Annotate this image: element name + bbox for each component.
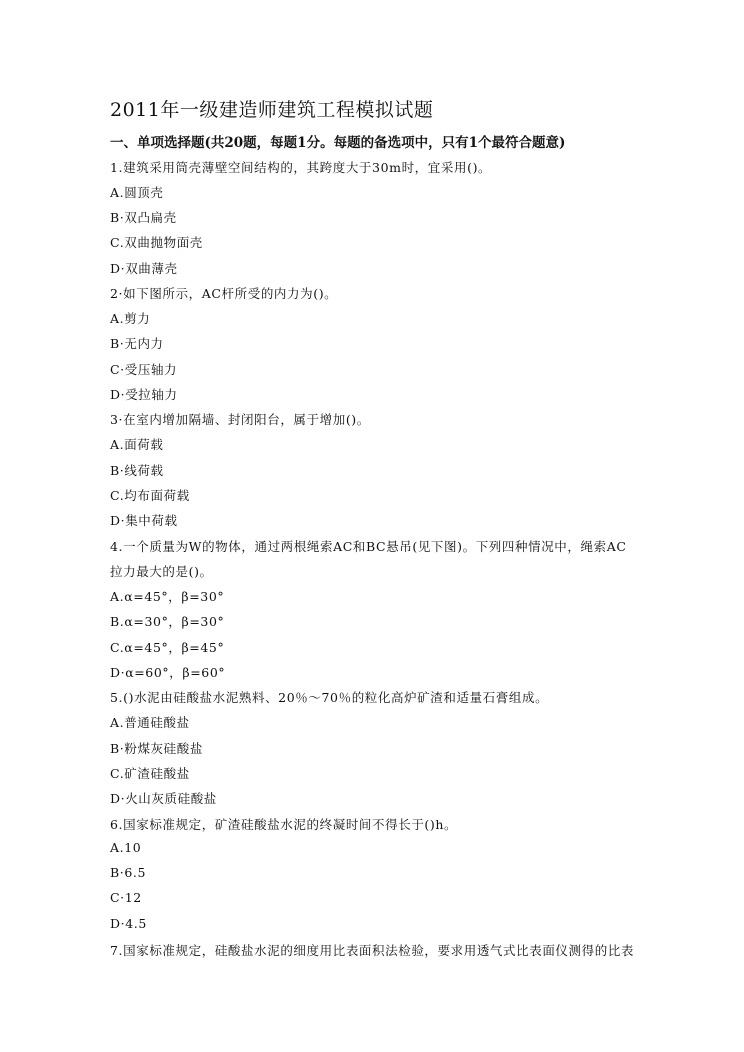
section-heading: 一、单项选择题(共20题，每题1分。每题的备选项中，只有1个最符合题意) bbox=[110, 135, 566, 151]
option-line: A.α=45°，β=30° bbox=[110, 589, 225, 604]
option-line: A.普通硅酸盐 bbox=[110, 715, 190, 730]
option-line: D·受拉轴力 bbox=[110, 387, 178, 402]
question-5-text: 5.()水泥由硅酸盐水泥熟料、20％～70％的粒化高炉矿渣和适量石膏组成。 bbox=[110, 690, 549, 705]
option-line: C.矿渣硅酸盐 bbox=[110, 766, 190, 781]
option-line: D·集中荷载 bbox=[110, 513, 178, 528]
option-line: D·4.5 bbox=[110, 916, 147, 931]
option-line: C.均布面荷载 bbox=[110, 488, 190, 503]
option-line: C.α=45°，β=45° bbox=[110, 640, 225, 655]
question-3-text: 3·在室内增加隔墙、封闭阳台，属于增加()。 bbox=[110, 412, 370, 427]
option-line: D·双曲薄壳 bbox=[110, 261, 178, 276]
question-2-text: 2·如下图所示，AC杆所受的内力为()。 bbox=[110, 286, 338, 301]
question-7-text: 7.国家标准规定，硅酸盐水泥的细度用比表面积法检验，要求用透气式比表面仪测得的比表 bbox=[110, 943, 635, 958]
option-line: A.面荷载 bbox=[110, 437, 164, 452]
option-line: B.α=30°，β=30° bbox=[110, 614, 225, 629]
option-line: C·12 bbox=[110, 890, 142, 905]
option-line: D·火山灰质硅酸盐 bbox=[110, 791, 217, 806]
option-line: D·α=60°，β=60° bbox=[110, 665, 226, 680]
question-1-text: 1.建筑采用筒壳薄壁空间结构的，其跨度大于30m时，宜采用()。 bbox=[110, 160, 492, 175]
option-line: C·受压轴力 bbox=[110, 362, 178, 377]
option-line: B·双凸扁壳 bbox=[110, 210, 177, 225]
question-4-text: 4.一个质量为W的物体，通过两根绳索AC和BC悬吊(见下图)。下列四种情况中，绳索AC bbox=[110, 539, 627, 554]
option-line: B·无内力 bbox=[110, 336, 164, 351]
question-4-text-cont: 拉力最大的是()。 bbox=[110, 564, 213, 579]
option-line: A.圆顶壳 bbox=[110, 185, 164, 200]
option-line: B·粉煤灰硅酸盐 bbox=[110, 741, 203, 756]
option-line: C.双曲抛物面壳 bbox=[110, 235, 203, 250]
option-line: A.10 bbox=[110, 840, 142, 855]
option-line: A.剪力 bbox=[110, 311, 151, 326]
document-title: 2011年一级建造师建筑工程模拟试题 bbox=[110, 99, 434, 121]
question-6-text: 6.国家标准规定，矿渣硅酸盐水泥的终凝时间不得长于()h。 bbox=[110, 817, 458, 832]
option-line: B·6.5 bbox=[110, 865, 147, 880]
option-line: B·线荷载 bbox=[110, 463, 164, 478]
